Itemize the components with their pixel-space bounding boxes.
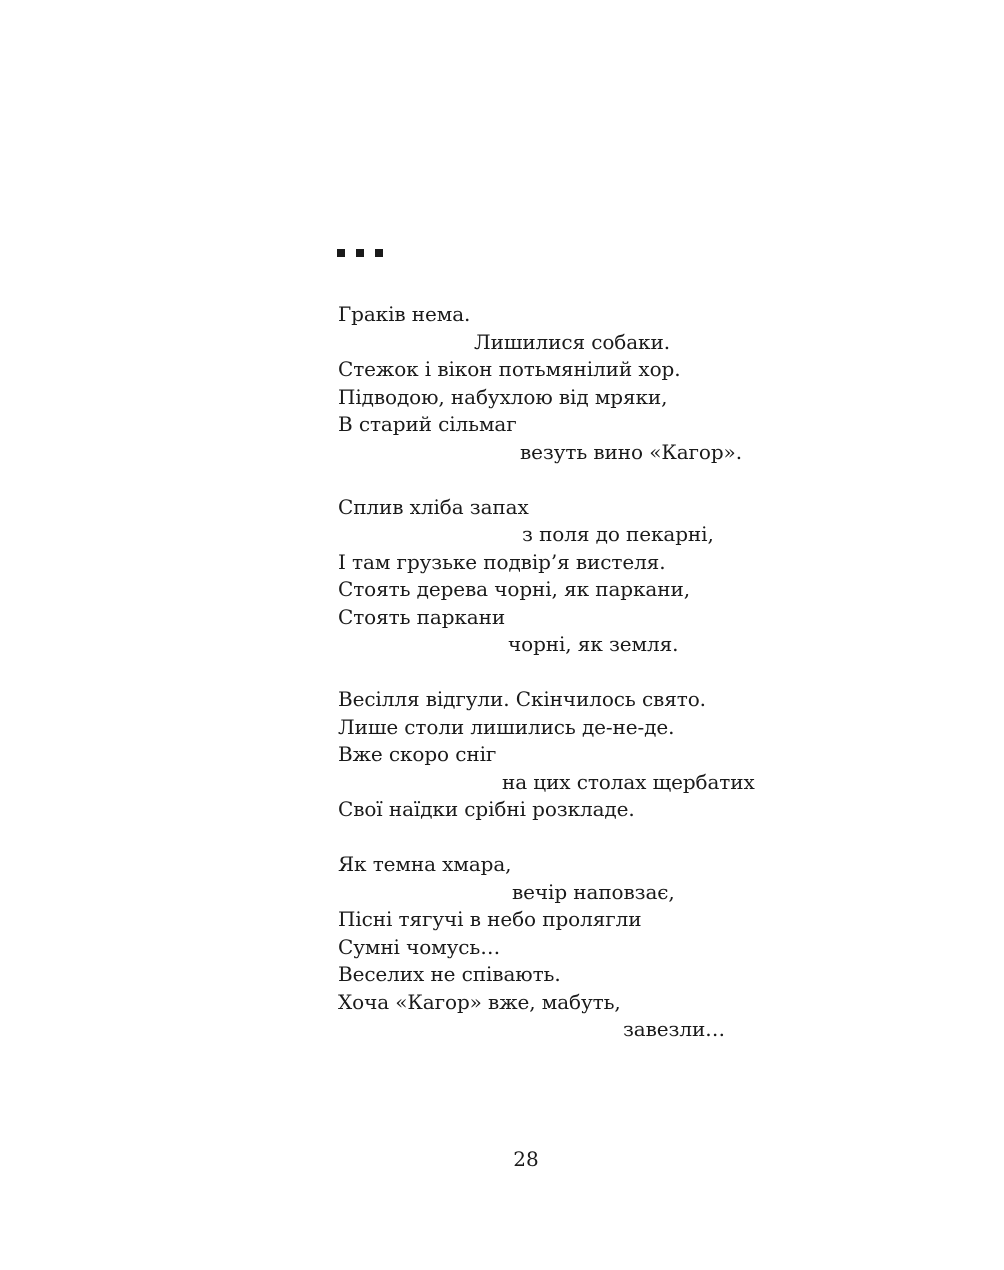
poem-line: Лишилися собаки. — [474, 330, 670, 354]
poem-line: везуть вино «Кагор». — [520, 440, 742, 464]
poem-line: Стоять паркани — [338, 605, 506, 629]
poem-line: І там грузьке подвір’я вистеля. — [338, 550, 666, 574]
poem-line: Граків нема. — [338, 302, 471, 326]
poem-line: Лише столи лишились де-не-де. — [338, 715, 675, 739]
poem-line: Вже скоро сніг — [338, 742, 497, 766]
poem-line: вечір наповзає, — [512, 880, 675, 904]
poem-line: Як темна хмара, — [338, 852, 512, 876]
poem-line: Весілля відгули. Скінчилось свято. — [338, 687, 706, 711]
poem-line: Пісні тягучі в небо пролягли — [338, 907, 642, 931]
poem-line: Підводою, набухлою від мряки, — [338, 385, 668, 409]
poem-line: Свої наїдки срібні розкладе. — [338, 797, 635, 821]
poem-line: Хоча «Кагор» вже, мабуть, — [338, 990, 621, 1014]
poem-line: Сплив хліба запах — [338, 495, 529, 519]
poem-line: Веселих не співають. — [338, 962, 561, 986]
poem-line: з поля до пекарні, — [522, 522, 714, 546]
poem-line: чорні, як земля. — [508, 632, 679, 656]
page-number: 28 — [513, 1147, 539, 1171]
poem-line: на цих столах щербатих — [502, 770, 755, 794]
poem-line: Сумні чомусь… — [338, 935, 501, 959]
poem-line: Стежок і вікон потьмянілий хор. — [338, 357, 681, 381]
poem-line: Стоять дерева чорні, як паркани, — [338, 577, 690, 601]
poem-line: В старий сільмаг — [338, 412, 517, 436]
poem-line: завезли… — [623, 1017, 726, 1041]
